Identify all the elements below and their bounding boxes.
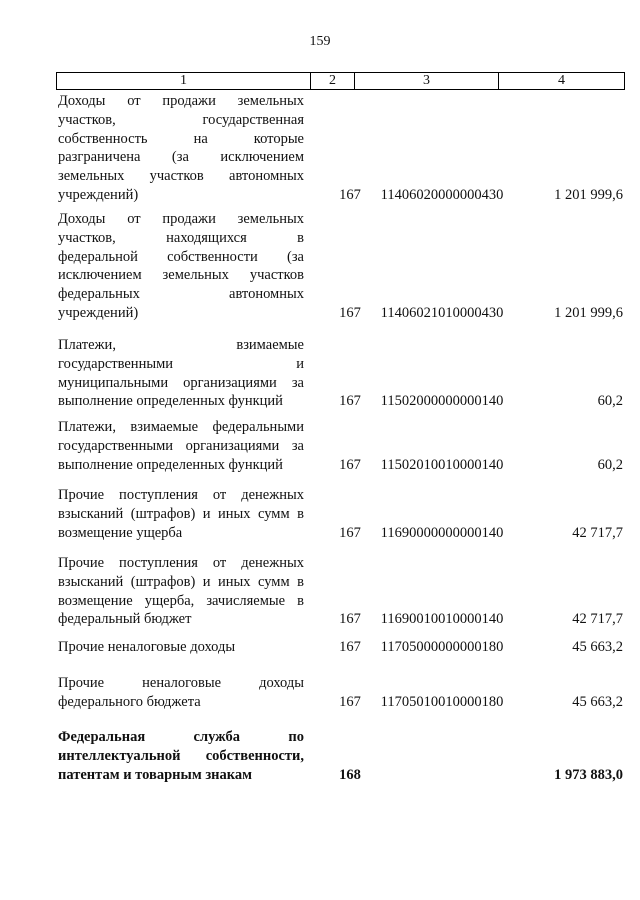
table-row bbox=[56, 336, 625, 411]
description-line: участков, находящихся в bbox=[58, 229, 304, 246]
table-row bbox=[56, 728, 625, 784]
amount: 1 973 883,0 bbox=[554, 766, 623, 783]
admin-code: 167 bbox=[339, 693, 361, 710]
row-description bbox=[58, 554, 304, 629]
table-row bbox=[56, 92, 625, 205]
description-line: земельных участков автономных bbox=[58, 168, 304, 185]
admin-code: 167 bbox=[339, 611, 361, 628]
table-row bbox=[56, 554, 625, 629]
description-line: возмещение ущерба, зачисляемые в bbox=[58, 592, 304, 609]
description-line: Прочие неналоговые доходы bbox=[58, 639, 236, 655]
table-header bbox=[56, 72, 625, 90]
description-line: собственность на которые bbox=[58, 130, 304, 147]
amount: 60,2 bbox=[597, 393, 623, 410]
description-line: государственными и bbox=[58, 355, 304, 372]
description-line: Платежи, взимаемые bbox=[58, 337, 304, 353]
admin-code: 167 bbox=[339, 524, 361, 541]
description-line: возмещение ущерба bbox=[58, 524, 183, 541]
description-line: федерального бюджета bbox=[58, 693, 201, 710]
description-line: исключением земельных участков bbox=[58, 267, 304, 284]
admin-code: 167 bbox=[339, 187, 361, 203]
amount: 42 717,7 bbox=[572, 524, 623, 541]
description-line: Прочие поступления от денежных bbox=[58, 555, 304, 571]
description-line: федеральных автономных bbox=[58, 286, 304, 303]
row-description bbox=[58, 674, 304, 712]
amount: 60,2 bbox=[597, 456, 623, 473]
row-description bbox=[58, 92, 304, 205]
description-line: Платежи, взимаемые федеральными bbox=[58, 419, 304, 435]
table-row bbox=[56, 418, 625, 474]
header-col-3: 3 bbox=[355, 73, 499, 89]
description-line: Доходы от продажи земельных bbox=[58, 93, 304, 109]
budget-class-code: 11690000000000140 bbox=[380, 524, 504, 541]
row-description bbox=[58, 336, 304, 411]
amount: 45 663,2 bbox=[572, 639, 623, 655]
description-line: федеральной собственности (за bbox=[58, 248, 304, 265]
table-row bbox=[56, 674, 625, 712]
budget-class-code: 11406021010000430 bbox=[380, 305, 504, 321]
admin-code: 167 bbox=[339, 305, 361, 321]
admin-code: 167 bbox=[339, 639, 361, 655]
header-col-1: 1 bbox=[57, 73, 311, 89]
description-line: Федеральная служба по bbox=[58, 729, 304, 745]
page-number: 159 bbox=[309, 34, 331, 49]
description-line: интеллектуальной собственности, bbox=[58, 747, 304, 764]
description-line: государственными организациями за bbox=[58, 437, 304, 454]
description-line: учреждений) bbox=[58, 304, 139, 321]
table-row bbox=[56, 210, 625, 323]
description-line: разграничена (за исключением bbox=[58, 149, 304, 166]
row-description bbox=[58, 418, 304, 474]
budget-class-code: 11705010010000180 bbox=[380, 693, 504, 710]
amount: 1 201 999,6 bbox=[554, 187, 623, 203]
description-line: патентам и товарным знакам bbox=[58, 766, 253, 783]
amount: 45 663,2 bbox=[572, 693, 623, 710]
table-row bbox=[56, 486, 625, 542]
admin-code: 167 bbox=[339, 456, 361, 473]
budget-class-code: 11502000000000140 bbox=[380, 393, 504, 410]
amount: 42 717,7 bbox=[572, 611, 623, 628]
description-line: Прочие поступления от денежных bbox=[58, 487, 304, 503]
budget-class-code: 11705000000000180 bbox=[380, 639, 504, 655]
description-line: Доходы от продажи земельных bbox=[58, 211, 304, 227]
description-line: участков, государственная bbox=[58, 111, 304, 128]
admin-code: 167 bbox=[339, 393, 361, 410]
description-line: федеральный бюджет bbox=[58, 611, 192, 628]
row-description bbox=[58, 728, 304, 784]
row-description bbox=[58, 210, 304, 323]
budget-class-code: 11406020000000430 bbox=[380, 187, 504, 203]
description-line: выполнение определенных функций bbox=[58, 456, 283, 473]
budget-class-code: 11690010010000140 bbox=[380, 611, 504, 628]
budget-class-code: 11502010010000140 bbox=[380, 456, 504, 473]
admin-code: 168 bbox=[339, 766, 361, 783]
row-description bbox=[58, 638, 304, 657]
amount: 1 201 999,6 bbox=[554, 305, 623, 321]
table-row bbox=[56, 638, 625, 657]
header-col-2: 2 bbox=[311, 73, 355, 89]
description-line: выполнение определенных функций bbox=[58, 393, 283, 410]
description-line: учреждений) bbox=[58, 186, 139, 203]
description-line: взысканий (штрафов) и иных сумм в bbox=[58, 573, 304, 590]
description-line: муниципальными организациями за bbox=[58, 374, 304, 391]
row-description bbox=[58, 486, 304, 542]
header-col-4: 4 bbox=[558, 73, 565, 88]
description-line: взысканий (штрафов) и иных сумм в bbox=[58, 505, 304, 522]
description-line: Прочие неналоговые доходы bbox=[58, 675, 304, 691]
